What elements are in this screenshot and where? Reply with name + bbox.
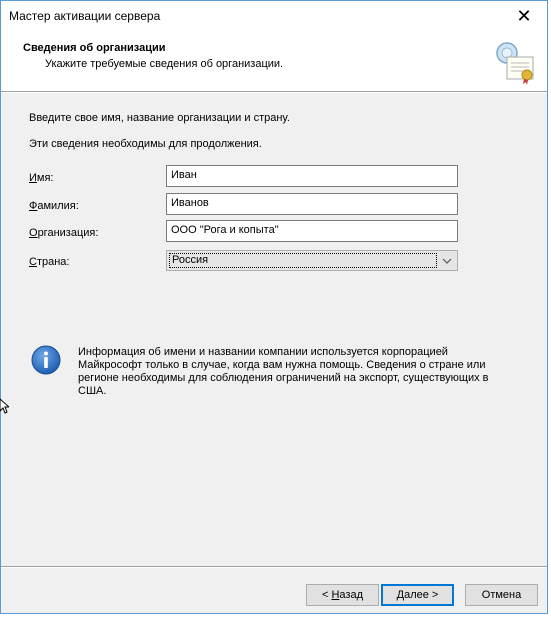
organization-field[interactable]: ООО "Рога и копыта" [166, 220, 458, 242]
chevron-down-icon [441, 255, 453, 267]
cancel-button[interactable]: Отмена [465, 584, 538, 606]
last-name-mnemonic: Ф [29, 200, 38, 212]
country-selected-value: Россия [169, 253, 437, 268]
window-title: Мастер активации сервера [9, 9, 161, 23]
back-button-mnemonic: Н [331, 589, 340, 601]
next-button[interactable] [381, 584, 454, 606]
header-divider-highlight [1, 92, 547, 93]
last-name-field[interactable]: Иванов [166, 193, 458, 215]
intro-text: Введите свое имя, название организации и страну. [29, 112, 290, 124]
next-button-mnemonic: Д [396, 589, 405, 601]
last-name-label [29, 200, 79, 212]
back-button[interactable] [306, 584, 379, 606]
mouse-cursor-icon [0, 398, 9, 414]
next-button-label: алее > [404, 589, 439, 601]
organization-label-text: рганизация: [37, 227, 99, 239]
wizard-header [1, 31, 547, 91]
info-icon [31, 345, 61, 375]
country-dropdown[interactable] [166, 250, 458, 271]
footer-divider-highlight [1, 567, 547, 568]
organization-mnemonic: О [29, 227, 38, 239]
back-button-prefix: < [321, 589, 332, 601]
page-subtitle: Укажите требуемые сведения об организации. [45, 58, 284, 70]
country-label [29, 256, 69, 268]
country-mnemonic: С [29, 256, 37, 268]
info-message: Информация об имени и названии компании используется корпорацией Майкрософт только в случае, когда вам нужна помощь. Сведения о стране или регионе необходимы для соблюдения ограничений на экспорт, существующих в США. [78, 346, 489, 397]
close-icon[interactable]: ✕ [516, 5, 532, 26]
last-name-label-text: амилия: [37, 200, 79, 212]
first-name-label [29, 172, 53, 184]
organization-label [29, 227, 98, 239]
certificate-icon [493, 39, 537, 85]
first-name-mnemonic: И [29, 172, 37, 184]
intro-note: Эти сведения необходимы для продолжения. [29, 138, 262, 150]
page-title: Сведения об организации [23, 42, 166, 54]
country-label-text: трана: [36, 256, 70, 268]
back-button-label: азад [339, 589, 363, 601]
first-name-label-text: мя: [36, 172, 54, 184]
first-name-field[interactable]: Иван [166, 165, 458, 187]
title-bar [1, 1, 547, 31]
